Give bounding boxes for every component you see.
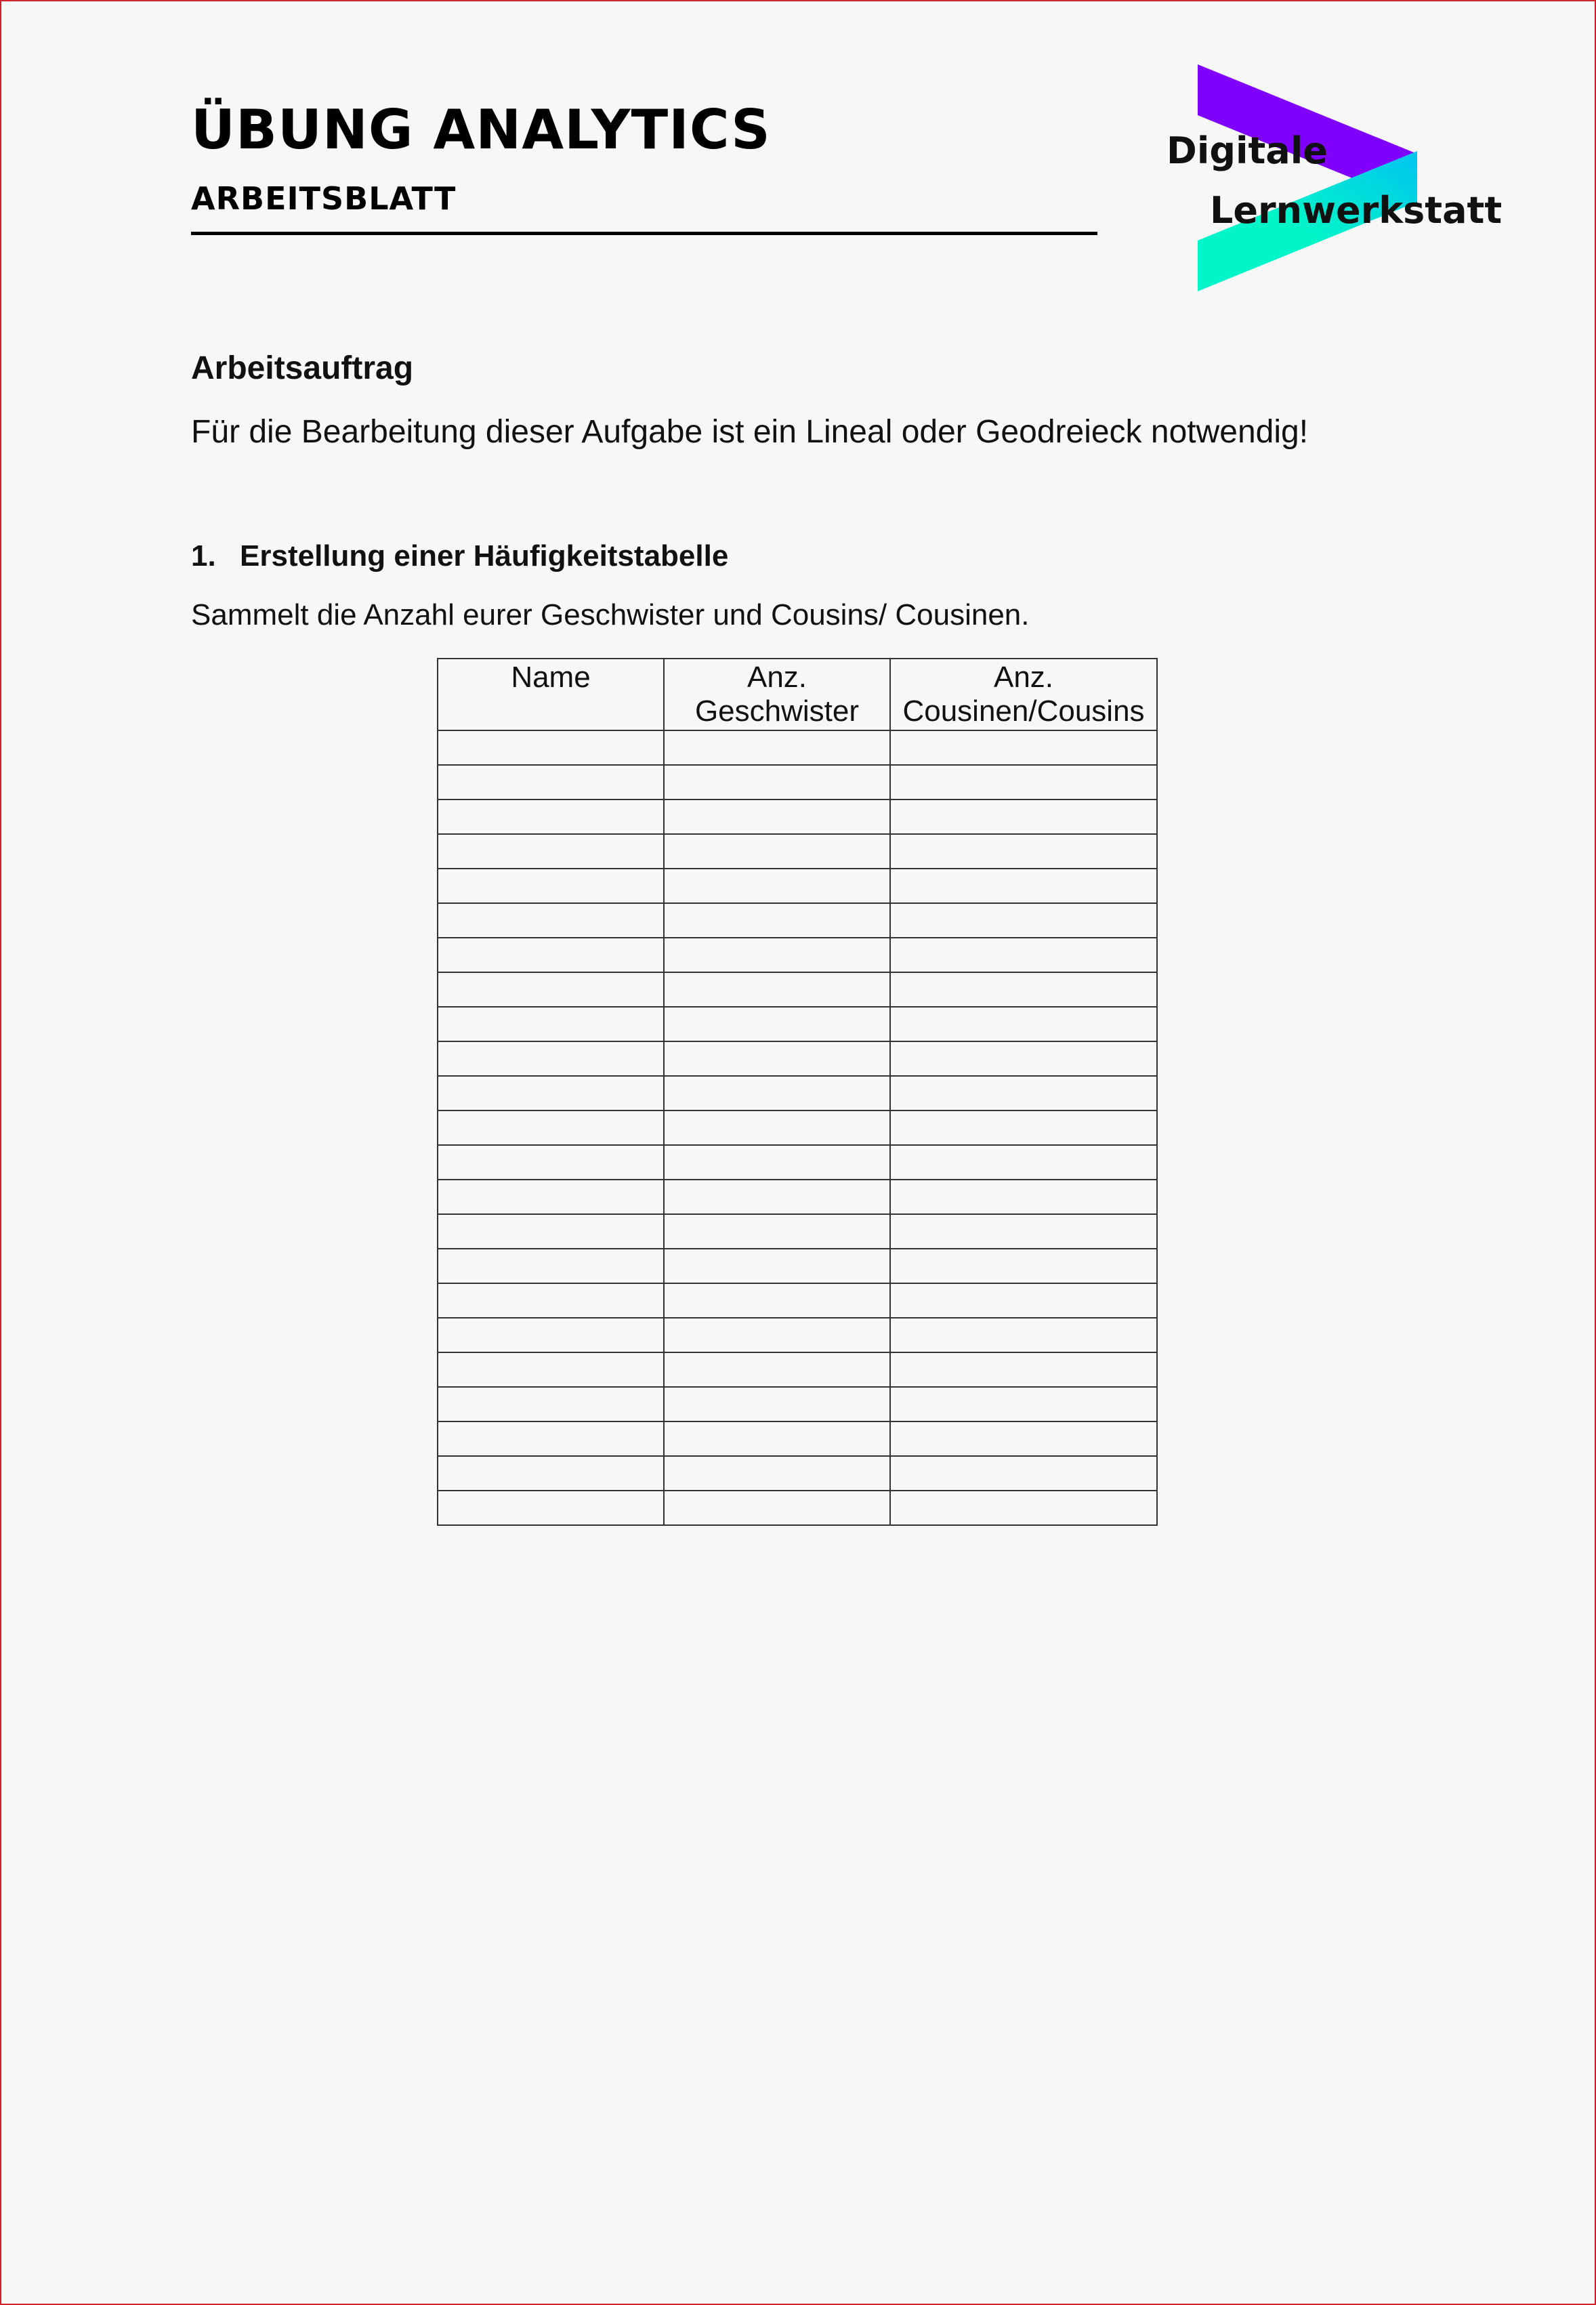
table-row xyxy=(438,903,1157,938)
name-cell[interactable] xyxy=(438,1007,664,1041)
column-header-siblings xyxy=(664,659,890,730)
page-title: ÜBUNG ANALYTICS xyxy=(191,98,771,161)
table-row xyxy=(438,938,1157,972)
name-cell[interactable] xyxy=(438,1318,664,1352)
cousins-cell[interactable] xyxy=(890,1110,1157,1145)
name-cell[interactable] xyxy=(438,869,664,903)
table-row xyxy=(438,1456,1157,1491)
table-row xyxy=(438,1491,1157,1525)
section-number: 1. xyxy=(191,539,216,573)
cousins-cell[interactable] xyxy=(890,1214,1157,1249)
siblings-cell[interactable] xyxy=(664,1007,890,1041)
name-cell[interactable] xyxy=(438,1491,664,1525)
cousins-cell[interactable] xyxy=(890,869,1157,903)
cousins-cell[interactable] xyxy=(890,903,1157,938)
column-header-name xyxy=(438,659,664,730)
name-cell[interactable] xyxy=(438,972,664,1007)
siblings-cell[interactable] xyxy=(664,1387,890,1421)
siblings-cell[interactable] xyxy=(664,938,890,972)
siblings-cell[interactable] xyxy=(664,869,890,903)
siblings-cell[interactable] xyxy=(664,1491,890,1525)
name-cell[interactable] xyxy=(438,1041,664,1076)
cousins-cell[interactable] xyxy=(890,765,1157,800)
section-title: Erstellung einer Häufigkeitstabelle xyxy=(240,539,729,573)
table-row xyxy=(438,1180,1157,1214)
cousins-cell[interactable] xyxy=(890,1007,1157,1041)
table-row xyxy=(438,1007,1157,1041)
siblings-cell[interactable] xyxy=(664,1214,890,1249)
logo-text-lernwerkstatt: Lernwerkstatt xyxy=(1210,189,1503,232)
cousins-cell[interactable] xyxy=(890,1249,1157,1283)
name-cell[interactable] xyxy=(438,800,664,834)
name-cell[interactable] xyxy=(438,1214,664,1249)
task-instruction: Für die Bearbeitung dieser Aufgabe ist ein Lineal oder Geodreieck notwendig! xyxy=(191,414,1309,450)
column-header-line: Name xyxy=(511,661,591,694)
name-cell[interactable] xyxy=(438,765,664,800)
name-cell[interactable] xyxy=(438,903,664,938)
section-instruction: Sammelt die Anzahl eurer Geschwister und Cousins/ Cousinen. xyxy=(191,598,1030,631)
table-row xyxy=(438,1387,1157,1421)
table-row xyxy=(438,765,1157,800)
column-header-line: Anz. xyxy=(993,661,1054,694)
cousins-cell[interactable] xyxy=(890,800,1157,834)
cousins-cell[interactable] xyxy=(890,730,1157,765)
cousins-cell[interactable] xyxy=(890,1491,1157,1525)
column-header-cousins xyxy=(890,659,1157,730)
table-row xyxy=(438,1145,1157,1180)
table-header-row xyxy=(438,659,1157,730)
table-row xyxy=(438,1352,1157,1387)
cousins-cell[interactable] xyxy=(890,1145,1157,1180)
name-cell[interactable] xyxy=(438,1421,664,1456)
name-cell[interactable] xyxy=(438,1110,664,1145)
table-row xyxy=(438,1076,1157,1110)
name-cell[interactable] xyxy=(438,730,664,765)
digitale-lernwerkstatt-logo xyxy=(1167,62,1503,299)
name-cell[interactable] xyxy=(438,1145,664,1180)
table-row xyxy=(438,1214,1157,1249)
column-header-line: Anz. xyxy=(747,661,807,694)
name-cell[interactable] xyxy=(438,1076,664,1110)
cousins-cell[interactable] xyxy=(890,1283,1157,1318)
table-row xyxy=(438,972,1157,1007)
page-subtitle: ARBEITSBLATT xyxy=(191,180,457,217)
name-cell[interactable] xyxy=(438,1456,664,1491)
siblings-cell[interactable] xyxy=(664,1421,890,1456)
cousins-cell[interactable] xyxy=(890,1421,1157,1456)
table-row xyxy=(438,1283,1157,1318)
siblings-cell[interactable] xyxy=(664,1283,890,1318)
cousins-cell[interactable] xyxy=(890,1318,1157,1352)
name-cell[interactable] xyxy=(438,1249,664,1283)
frequency-table xyxy=(437,658,1158,1526)
siblings-cell[interactable] xyxy=(664,1180,890,1214)
siblings-cell[interactable] xyxy=(664,1249,890,1283)
siblings-cell[interactable] xyxy=(664,1352,890,1387)
name-cell[interactable] xyxy=(438,938,664,972)
title-underline xyxy=(191,232,1097,235)
table-row xyxy=(438,730,1157,765)
siblings-cell[interactable] xyxy=(664,972,890,1007)
column-header-line: Geschwister xyxy=(694,694,860,728)
table-row xyxy=(438,1041,1157,1076)
table-row xyxy=(438,1318,1157,1352)
siblings-cell[interactable] xyxy=(664,1456,890,1491)
siblings-cell[interactable] xyxy=(664,1110,890,1145)
table-body xyxy=(438,730,1157,1525)
task-heading: Arbeitsauftrag xyxy=(191,350,414,386)
siblings-cell[interactable] xyxy=(664,1145,890,1180)
logo-chevron-graphic xyxy=(1167,62,1478,299)
cousins-cell[interactable] xyxy=(890,1076,1157,1110)
logo-text-digitale: Digitale xyxy=(1167,129,1328,172)
name-cell[interactable] xyxy=(438,1283,664,1318)
siblings-cell[interactable] xyxy=(664,1076,890,1110)
cousins-cell[interactable] xyxy=(890,1180,1157,1214)
column-header-line: Cousinen/Cousins xyxy=(902,694,1145,728)
cousins-cell[interactable] xyxy=(890,1456,1157,1491)
name-cell[interactable] xyxy=(438,834,664,869)
table-row xyxy=(438,1110,1157,1145)
cousins-cell[interactable] xyxy=(890,834,1157,869)
table-row xyxy=(438,1421,1157,1456)
table-row xyxy=(438,800,1157,834)
cousins-cell[interactable] xyxy=(890,1352,1157,1387)
siblings-cell[interactable] xyxy=(664,765,890,800)
name-cell[interactable] xyxy=(438,1352,664,1387)
siblings-cell[interactable] xyxy=(664,903,890,938)
name-cell[interactable] xyxy=(438,1387,664,1421)
section-heading xyxy=(191,541,728,571)
table-row xyxy=(438,834,1157,869)
siblings-cell[interactable] xyxy=(664,730,890,765)
siblings-cell[interactable] xyxy=(664,800,890,834)
siblings-cell[interactable] xyxy=(664,834,890,869)
cousins-cell[interactable] xyxy=(890,938,1157,972)
siblings-cell[interactable] xyxy=(664,1318,890,1352)
cousins-cell[interactable] xyxy=(890,1387,1157,1421)
cousins-cell[interactable] xyxy=(890,972,1157,1007)
table-row xyxy=(438,1249,1157,1283)
siblings-cell[interactable] xyxy=(664,1041,890,1076)
cousins-cell[interactable] xyxy=(890,1041,1157,1076)
table-row xyxy=(438,869,1157,903)
name-cell[interactable] xyxy=(438,1180,664,1214)
